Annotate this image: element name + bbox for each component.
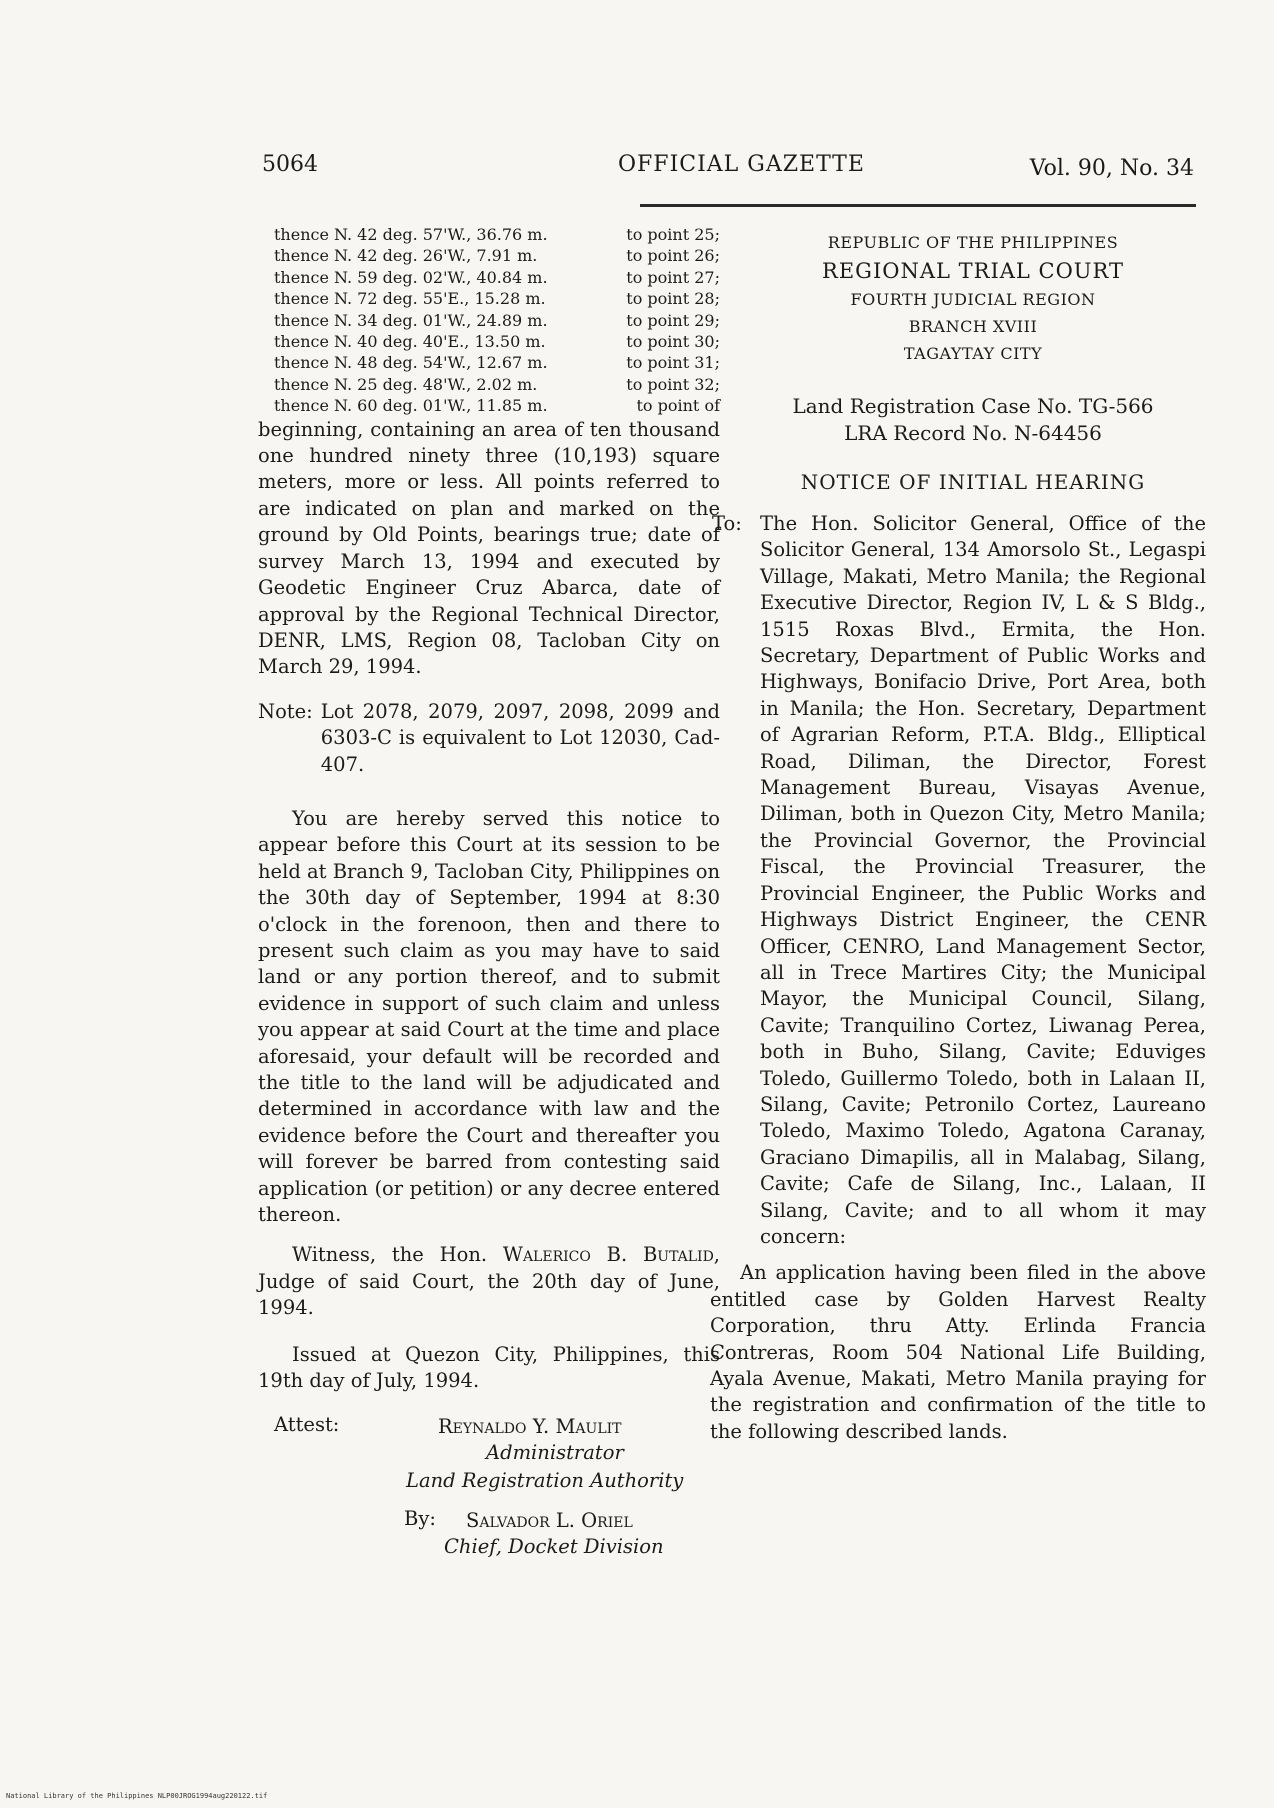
region-heading: FOURTH JUDICIAL REGION	[850, 290, 1096, 309]
page-header	[262, 152, 1194, 192]
bearing-line: thence N. 48 deg. 54'W., 12.67 m. to point 31;	[274, 353, 720, 373]
by-name: Salvador L. Oriel	[466, 1509, 633, 1533]
right-column	[710, 230, 1206, 1465]
page-number: 5064	[262, 152, 318, 177]
note-label: Note:	[258, 699, 313, 723]
witness-paragraph: Witness, the Hon. Walerico B. Butalid, Judge of said Court, the 20th day of June, 1994.	[258, 1243, 721, 1320]
branch-heading: BRANCH XVIII	[908, 317, 1038, 336]
bearing-line: thence N. 59 deg. 02'W., 40.84 m. to point 27;	[274, 267, 720, 287]
to-label: To:	[712, 512, 742, 535]
area-paragraph: beginning, containing an area of ten thousand one hundred ninety three (10,193) square meters, more or less. All points referred to are indicated on plan and marked on the ground by Old Points, bearings true; date of survey March 13, 1994 and executed by Geodetic Engineer Cruz Abarca, date of approval by the Regional Technical Director, DENR, LMS, Region 08, Tacloban City on March 29, 1994.	[258, 417, 720, 679]
republic-heading: REPUBLIC OF THE PHILIPPINES	[827, 233, 1119, 252]
note-text: Lot 2078, 2079, 2097, 2098, 2099 and 6303-C is equivalent to Lot 12030, Cad-407.	[320, 699, 720, 776]
publication-title: OFFICIAL GAZETTE	[618, 152, 865, 177]
attest-title: Administrator	[486, 1441, 624, 1465]
notice-title: NOTICE OF INITIAL HEARING	[800, 470, 1146, 494]
application-paragraph: An application having been filed in the above entitled case by Golden Harvest Realty Corporation, thru Atty. Erlinda Francia Contreras, Room 504 National Life Building, Ayala Avenue, Makati, Metro Manila praying for the registration and confirmation of the title to the following described lands.	[710, 1261, 1206, 1443]
attest-name: Reynaldo Y. Maulit	[438, 1415, 622, 1439]
bearing-line: thence N. 72 deg. 55'E., 15.28 m. to point 28;	[274, 289, 720, 309]
served-paragraph: You are hereby served this notice to appear before this Court at its session to be held at Branch 9, Tacloban City, Philippines on the 30th day of September, 1994 at 8:30 o'clock in the forenoon, then and there to present such claim as you may have to said land or any portion thereof, and to submit evidence in support of such claim and unless you appear at said Court at the time and place aforesaid, your default will be recorded and the title to the land will be adjudicated and determined in accordance with law and the evidence before the Court and thereafter you will forever be barred from contesting said application (or petition) or any decree entered thereon.	[258, 806, 720, 1227]
bearing-line: thence N. 42 deg. 57'W., 36.76 m. to point 25;	[274, 225, 720, 244]
left-column	[258, 224, 720, 1572]
note	[258, 699, 720, 778]
volume-number: Vol. 90, No. 34	[1029, 156, 1194, 181]
lra-record: LRA Record No. N-64456	[844, 421, 1102, 445]
addressee-list: The Hon. Solicitor General, Office of the Solicitor General, 134 Amorsolo St., Legaspi Village, Makati, Metro Manila; the Regional Executive Director, Region IV, L & S Bldg., 1515 Roxas Blvd., Ermita, the Hon. Secretary, Department of Public Works and Highways, Bonifacio Drive, Port Area, both in Manila; the Hon. Secretary, Department of Agrarian Reform, P.T.A. Bldg., Elliptical Road, Diliman, the Director, Forest Management Bureau, Visayas Avenue, Diliman, both in Quezon City, Metro Manila; the Provincial Governor, the Provincial Fiscal, the Provincial Treasurer, the Provincial Engineer, the Public Works and Highways District Engineer, the CENR Officer, CENRO, Land Management Sector, all in Trece Martires City; the Municipal Mayor, the Municipal Council, Silang, Cavite; Tranquilino Cortez, Liwanag Perea, both in Buho, Silang, Cavite; Eduviges Toledo, Guillermo Toledo, both in Lalaan II, Silang, Cavite; Petronilo Cortez, Laureano Toledo, Maximo Toledo, Agatona Caranay, Graciano Dimapilis, all in Malabag, Silang, Cavite; Cafe de Silang, Inc., Lalaan, II Silang, Cavite; and to all whom it may concern:	[760, 512, 1206, 1248]
header-rule	[640, 204, 1196, 207]
attestation-block	[258, 1412, 720, 1572]
attest-label: Attest:	[274, 1413, 340, 1437]
bearing-line: thence N. 34 deg. 01'W., 24.89 m. to point 29;	[274, 310, 720, 330]
judge-name: Walerico B. Butalid,	[502, 1243, 721, 1267]
by-label: By:	[404, 1507, 436, 1531]
bearing-line: thence N. 42 deg. 26'W., 7.91 m. to point 26;	[274, 246, 720, 266]
attest-office: Land Registration Authority	[406, 1469, 684, 1493]
bearing-line: thence N. 25 deg. 48'W., 2.02 m. to point 32;	[274, 374, 720, 394]
bearing-line: thence N. 40 deg. 40'E., 13.50 m. to point 30;	[274, 332, 720, 352]
addressees	[712, 511, 1206, 1250]
case-number: Land Registration Case No. TG-566	[792, 394, 1154, 418]
by-title: Chief, Docket Division	[444, 1535, 664, 1559]
scan-footer: National Library of the Philippines NLP00JROG1994aug220122.tif	[6, 1792, 268, 1800]
bearings-list	[258, 224, 720, 417]
city-heading: TAGAYTAY CITY	[903, 344, 1043, 363]
issued-paragraph: Issued at Quezon City, Philippines, this 19th day of July, 1994.	[258, 1342, 720, 1393]
bearing-line: thence N. 60 deg. 01'W., 11.85 m. to point of	[274, 396, 720, 416]
court-heading: REGIONAL TRIAL COURT	[822, 259, 1124, 283]
